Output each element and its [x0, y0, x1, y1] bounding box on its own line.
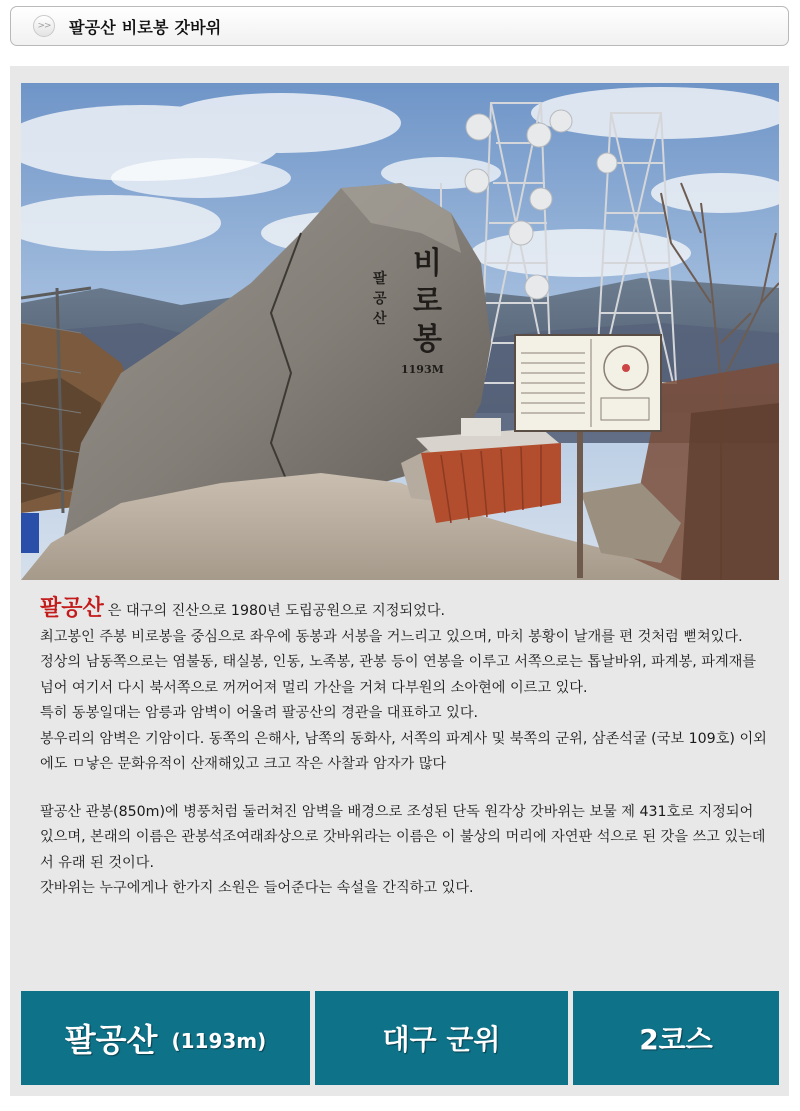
page-title: 팔공산 비로봉 갓바위: [69, 17, 222, 37]
description-line-1: [40, 596, 770, 625]
course-label: 2코스: [639, 1023, 713, 1056]
description-paragraph-6: 팔공산 관봉(850m)에 병풍처럼 둘러쳐진 암벽을 배경으로 조성된 단독 원각상 갓바위는 보물 제 431호로 지정되어 있으며, 본래의 이름은 관봉석조여래좌상으로 갓바위라는 이름은 이 불상의 머리에 자연판 석으로 된 갓을 쓰고 있는데서 유래 된 것이다.: [40, 803, 766, 871]
description-paragraph-2: 최고봉인 주봉 비로봉을 중심으로 좌우에 동봉과 서봉을 거느리고 있으며, 마치 봉황이 날개를 편 것처럼 뻗쳐있다.: [40, 628, 743, 645]
region-label: 대구 군위: [382, 1023, 501, 1056]
stone-sub-3: 산: [373, 311, 387, 327]
summit-photo: [21, 83, 779, 580]
stone-sub-2: 공: [373, 291, 387, 307]
double-chevron-right-icon: >>: [33, 15, 55, 37]
stone-char-bi: 비: [413, 246, 442, 281]
lead-word: 팔공산: [40, 596, 104, 621]
description-paragraph-7: 갓바위는 누구에게나 한가지 소원은 들어준다는 속설을 간직하고 있다.: [40, 880, 474, 896]
stone-char-ro: 로: [413, 284, 442, 319]
course-box: [573, 991, 779, 1085]
stone-char-bong: 봉: [413, 322, 442, 357]
stone-height-label: 1193M: [401, 363, 444, 376]
stone-sub-1: 팔: [373, 271, 387, 287]
content-panel: [10, 66, 789, 1096]
mountain-name-box: [21, 991, 310, 1085]
description-line-1-rest: 은 대구의 진산으로 1980년 도립공원으로 지정되었다.: [107, 603, 446, 619]
region-box: [315, 991, 568, 1085]
paragraph-spacer: [40, 778, 770, 800]
mountain-name: 팔공산: [64, 1021, 158, 1059]
description-paragraph-4: 특히 동봉일대는 암릉과 암벽이 어울려 팔공산의 경관을 대표하고 있다.: [40, 705, 479, 721]
mountain-description: [40, 596, 770, 902]
page-title-bar: [10, 6, 789, 46]
mountain-height: (1193m): [171, 1029, 267, 1053]
info-row: [21, 991, 779, 1085]
description-paragraph-3: 정상의 남동쪽으로는 염불동, 태실봉, 인동, 노족봉, 관봉 등이 연봉을 이루고 서쪽으로는 톱날바위, 파계봉, 파계재를 넘어 여기서 다시 북서쪽으로 꺼꺼어져 멀리 가산을 거쳐 다부원의 소아현에 이르고 있다.: [40, 654, 757, 696]
description-paragraph-5: 봉우리의 암벽은 기암이다. 동쪽의 은해사, 남쪽의 동화사, 서쪽의 파계사 및 북쪽의 군위, 삼존석굴 (국보 109호) 이외에도 ㅁ낳은 문화유적이 산재해있고 크고 작은 사찰과 암자가 많다: [40, 730, 767, 772]
